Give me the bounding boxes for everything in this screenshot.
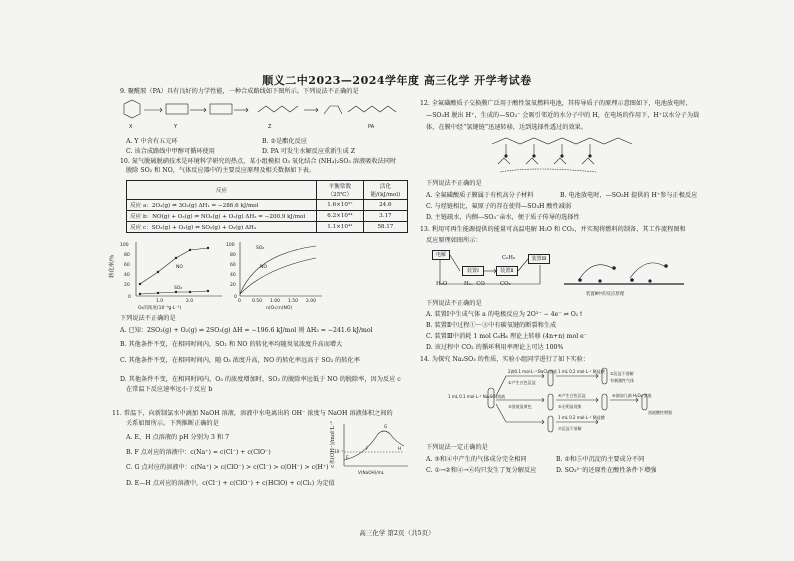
tick-label: 80 — [124, 253, 130, 258]
scheme-label-x: X — [129, 124, 133, 130]
sulfonate-group-icon — [560, 154, 563, 157]
q11-option-b: B. F 点对应的溶液中：c(Na⁺) = c(Cl⁻) + c(ClO⁻) — [126, 449, 271, 456]
page-title: 顺义二中2023—2024学年度 高三化学 开学考试卷 — [262, 74, 532, 87]
observation-label: ⑦沉淀不溶解 — [558, 426, 582, 431]
flow-label-co2: CO₂ — [500, 281, 511, 287]
series-no-line — [140, 248, 208, 284]
q12-membrane-diagram — [486, 134, 636, 178]
flow-box-device-1: 装置Ⅰ — [462, 266, 484, 276]
q10-lead: 下列说法不正确的是 — [120, 315, 176, 322]
x-axis-label: V(NaOH)/mL — [358, 470, 385, 475]
scheme-label-z: Z — [268, 124, 272, 130]
tick-label: 100 — [120, 243, 129, 248]
scheme-label-y: Y — [174, 124, 178, 130]
legend-label: SO₂ — [174, 286, 183, 291]
point-label-e: E — [346, 455, 349, 460]
q10-option-a: A. 已知：2SO₂(g) + O₂(g) ⇌ 2SO₃(g) ΔH = −196.6 kJ/mol 则 ΔH₃ = −241.6 kJ/mol — [120, 327, 373, 334]
table-header-row — [127, 181, 408, 200]
observation-label: ④产生白色沉淀 — [558, 393, 586, 398]
tick-label: 20 — [124, 283, 130, 288]
q13-stem-1: 13. 利用可再生能源提供的能量可高温电解 H₂O 和 CO₂，并实现将燃料的制备，其工作流程图和 — [420, 226, 686, 233]
tick-label: 1.50 — [288, 299, 299, 304]
observation-label: ②沉淀不溶解 — [610, 371, 634, 376]
table-cell: 反应 a：2O₃(g) ⇌ 3O₂(g) ΔH₁ = −286.6 kJ/mol — [127, 200, 317, 211]
q12-stem-1: 12. 全氟磺酸质子交换膜广泛用于酸性氢氧燃料电池，其传导质子的原理示意图如下，电池放电时， — [420, 100, 692, 107]
q10-option-d-2: 在常温下反应速率远小于反应 b — [126, 386, 213, 393]
tick-label: 2.00 — [306, 299, 317, 304]
q14-lead: 下列说法一定正确的是 — [426, 444, 488, 451]
data-point — [175, 257, 177, 259]
table-cell: 6.2×10³⁴ — [317, 211, 364, 222]
q9-synthesis-scheme — [118, 98, 413, 134]
tick-label: 0 — [238, 299, 241, 304]
reaction-table — [126, 180, 408, 233]
q12-stem-3: 体，在膜中经“氢键链”迅速转移，达到选择性透过的效果。 — [426, 124, 588, 131]
reagent-label: 1 mL 0.2 mol·L⁻¹ 稀盐酸 — [558, 415, 605, 420]
x-axis-label: O₃的浓度(10⁻⁹g·L⁻¹) — [138, 306, 182, 310]
flow-label-c6h6: C₆H₆ — [502, 255, 516, 261]
atom-icon — [664, 264, 668, 268]
q14-experiment-flow — [448, 366, 688, 440]
tick-label: 60 — [230, 263, 236, 268]
tick-label: 100 — [226, 243, 235, 248]
series-no-line — [240, 258, 316, 294]
tick-label: 0.50 — [252, 299, 263, 304]
point-label-g: G — [384, 424, 388, 429]
flow-box-device-3: 装置Ⅲ — [528, 254, 550, 264]
q11-option-c: C. G 点对应的溶液中：c(Na⁺) > c(ClO⁻) > c(Cl⁻) > c(OH⁻) > c(H⁺) — [126, 464, 329, 471]
table-cell: 反应 b：NO(g) + O₃(g) ⇌ NO₂(g) + O₂(g) ΔH₂ = −200.9 kJ/mol — [127, 211, 317, 222]
legend-label: NO — [176, 265, 183, 270]
table-cell: 58.17 — [363, 222, 407, 233]
table-cell: 3.17 — [363, 211, 407, 222]
data-point — [189, 249, 191, 251]
test-tube-icon — [548, 394, 553, 410]
point-label-h: H — [398, 446, 402, 451]
q9-option-b: B. ②是酯化反应 — [262, 138, 307, 145]
tick-label: 1.0 — [156, 299, 164, 304]
data-point — [157, 271, 159, 273]
data-point — [189, 291, 191, 293]
q10-option-c: C. 其他条件不变，在相同时间内，随 O₃ 浓度升高，NO 的转化率远高于 SO₂ 的转化率 — [120, 357, 360, 364]
table-row — [127, 211, 408, 222]
tick-label: 40 — [230, 273, 236, 278]
tick-label: 0 — [234, 295, 237, 300]
q9-option-a: A. Y 中含有五元环 — [126, 138, 178, 145]
observation-label: 有刺激性气体 — [610, 378, 634, 383]
data-point — [157, 292, 159, 294]
table-cell: 反应 c：SO₂(g) + O₃(g) ⇌ SO₃(g) + O₂(g) ΔH₃ — [127, 222, 317, 233]
tick-label: 40 — [124, 273, 130, 278]
q13-reaction-mechanism — [560, 248, 688, 300]
atom-icon — [598, 279, 601, 282]
table-header: 活化能/(kJ/mol) — [363, 181, 407, 200]
q9-option-c: C. 该合成路线中甲醇可循环使用 — [126, 148, 215, 155]
q10-option-d-1: D. 其他条件不变，在相同时间内，O₃ 的浓度增加时，SO₂ 的脱除率远低于 NO 的脱除率，因为反应 c — [120, 376, 401, 383]
q11-y-axis-label: c水(OH⁻)/mol·L⁻¹ — [330, 420, 337, 468]
data-point — [175, 291, 177, 293]
reagent-label: ⑥滴加几滴 H₂O₂ 溶液 — [612, 393, 652, 398]
q13-option-a: A. 装置Ⅰ中生成气体 a 的电极反应为 2O²⁻ − 4e⁻ ⇌ O₂↑ — [426, 311, 584, 318]
table-row — [127, 222, 408, 233]
q11-stem-2: 关系如图所示。下列推断正确的是 — [126, 420, 219, 427]
q9-option-d: D. PA 可发生水解反应重新生成 Z — [262, 148, 356, 155]
atom-icon — [630, 278, 634, 282]
flow-box-device-2: 装置Ⅱ — [496, 266, 518, 276]
reference-tick: 10⁻⁷ — [334, 449, 344, 454]
flow-label-h2-co: H₂、CO — [464, 281, 485, 287]
q14-stem: 14. 为探究 Na₂SO₃ 的性质，实验小组同学进行了如下实验： — [420, 356, 590, 363]
data-point — [207, 247, 209, 249]
q12-option-d: D. 主链疏水，内侧—SO₃⁻亲水，便于质子传导的选择性 — [426, 214, 580, 221]
q12-lead: 下列说法不正确的是 — [426, 180, 482, 187]
q10-chart-molar-ratio — [226, 238, 326, 310]
table-cell: 1.1×10⁴¹ — [317, 222, 364, 233]
table-row — [127, 200, 408, 211]
legend-label: NO — [260, 265, 267, 270]
scheme-label-pa: PA — [368, 124, 375, 130]
observation-label: ⑤无明显现象 — [558, 404, 582, 409]
atom-icon — [612, 266, 616, 270]
table-header: 反应 — [127, 181, 317, 200]
q13-lead: 下列说法不正确的是 — [426, 300, 482, 307]
observation-label: ③溶液显黄色 — [508, 404, 532, 409]
tick-label: 0 — [128, 295, 131, 300]
q12-option-b: B. 电池放电时，—SO₃H 提供的 H⁺参与正极反应 — [560, 192, 698, 199]
q14-option-c: C. ①→②和④→⑥均只发生了复分解反应 — [426, 467, 537, 474]
series-so2-line — [240, 246, 316, 294]
test-tube-icon — [602, 394, 607, 410]
reagent-label: 2滴0.1 mol·L⁻¹ BaCl₂溶液 — [508, 369, 557, 374]
q11-option-a: A. E、H 点溶液的 pH 分别为 3 和 7 — [126, 434, 230, 441]
series-so2-line — [140, 291, 208, 294]
flow-box-electrolysis: 电解 — [432, 250, 450, 260]
q11-stem-1: 11. 常温下，向新制氯水中滴加 NaOH 溶液，溶液中水电离出的 OH⁻ 浓度与 NaOH 溶液体积之间的 — [112, 410, 393, 417]
observation-label: 溶液酸性增强 — [648, 410, 672, 415]
page-footer: 高三化学 第2页（共5页） — [359, 529, 435, 537]
q9-stem: 9. 聚酰胺（PA）具有良好的力学性能，一种合成路线如下图所示。下列说法不正确的是 — [120, 88, 359, 95]
q12-option-a: A. 全氟磺酸质子膜属于有机高分子材料 — [426, 192, 534, 199]
q13-option-d: D. 该过程中 CO₂ 的循环利用率理论上可达 100% — [426, 344, 564, 351]
q14-option-b: B. ②和⑤中沉淀的主要成分不同 — [556, 456, 645, 463]
sulfonate-group-icon — [504, 154, 507, 157]
atom-icon — [648, 279, 651, 282]
sulfonate-group-icon — [588, 154, 591, 157]
table-cell: 1.6×10⁵⁷ — [317, 200, 364, 211]
q11-graph — [334, 420, 412, 476]
flow-label-h2o: H₂O — [436, 281, 448, 287]
q14-option-a: A. ③和④中产生的气体成分完全相同 — [426, 456, 527, 463]
q10-option-b: B. 其他条件不变，在相同时间内，SO₂ 和 NO 的转化率均随臭氧浓度升高而增大 — [120, 341, 343, 348]
figure-caption: 装置Ⅲ中的反应原理 — [586, 292, 625, 297]
tick-label: 2.0 — [186, 299, 194, 304]
x-axis-label: n(O₃)∶n(NO) — [266, 306, 293, 310]
sulfonate-group-icon — [532, 154, 535, 157]
atom-icon — [578, 278, 582, 282]
q13-stem-2: 反应原理如图所示： — [426, 237, 482, 244]
q10-stem-2: 脱除 SO₂ 和 NO，气体反应器中的主要反应原理及相关数据如下表。 — [126, 167, 316, 174]
test-tube-icon — [548, 416, 553, 432]
tick-label: 80 — [230, 253, 236, 258]
data-point — [139, 283, 141, 285]
q11-option-d: D. E—H 点对应的溶液中，c(Cl⁻) + c(ClO⁻) + c(HClO) + c(Cl₂) 为定值 — [126, 480, 335, 487]
table-header: 平衡常数（25℃） — [317, 181, 364, 200]
q10-chart-ozone-concentration — [118, 238, 228, 310]
q12-stem-2: —SO₃H 脱出 H⁺，生成的—SO₃⁻ 会吸引邻近的水分子中的 H，在电场的作用下，H⁺以水分子为载 — [426, 112, 700, 119]
q10-stem-1: 10. 氮气脱硫脱硝技术是环境科学研究的热点，某小组模拟 O₃ 氧化结合 (NH₄)₂SO₃ 溶液吸收法同时 — [120, 158, 397, 165]
q12-option-c: C. 与烃链相比，氟原子的存在使得—SO₃H 酸性减弱 — [426, 203, 572, 210]
table-cell: 24.6 — [363, 200, 407, 211]
tick-label: 20 — [230, 283, 236, 288]
legend-label: SO₂ — [256, 246, 265, 251]
q13-option-b: B. 装置Ⅱ中过程①～③中有碳氧键的断裂和生成 — [426, 322, 557, 329]
chart1-y-axis-label: 转化率/% — [109, 254, 116, 278]
observation-label: ①产生白色沉淀 — [508, 380, 536, 385]
reagent-label: 1 mL 0.1 mol·L⁻¹ Na₂SO₃溶液 — [448, 394, 506, 399]
data-point — [207, 290, 209, 292]
reagent-label: 1 mL 0.2 mol·L⁻¹ 稀盐酸 — [558, 369, 605, 374]
q13-option-c: C. 装置Ⅲ中消耗 1 mol C₆H₆ 理论上转移 (4n+n) mol e⁻ — [426, 333, 588, 340]
data-point — [139, 293, 141, 295]
q13-flow-arrows — [430, 246, 560, 290]
q14-option-d: D. SO₃²⁻的还原性在酸性条件下增强 — [556, 467, 657, 474]
tick-label: 1.00 — [270, 299, 281, 304]
tick-label: 60 — [124, 263, 130, 268]
point-label-f: F — [366, 446, 369, 451]
